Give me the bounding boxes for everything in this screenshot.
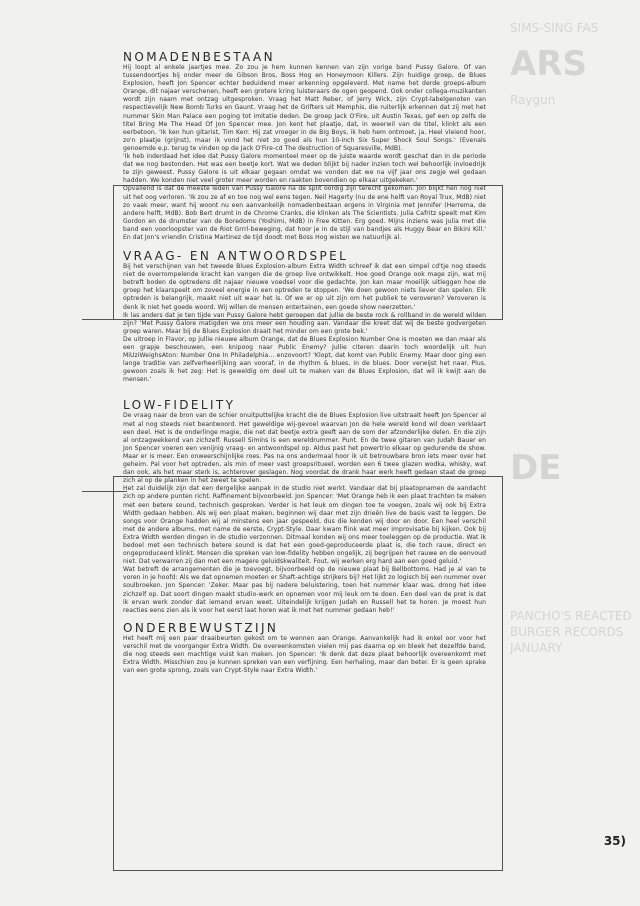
rule-vraag: [82, 319, 127, 320]
bleed-line: Raygun: [510, 93, 556, 107]
background-bleed-text: [510, 20, 640, 850]
section-heading: NOMADENBESTAAN: [123, 50, 275, 64]
paragraph: Het heeft mij een paar draaibeurten gekost om te wennen aan Orange. Aanvankelijk had ik enkel oor voor het verschil met de voorganger Extra Width. De overeenkomsten vielen mij pas daarna op en bleek het dezelfde band, die nog steeds een machtige vuist kan maken. Jon Spencer: 'Ik denk dat deze plaat behoorlijk overeenkomt met Extra Width. Misschien zou je kunnen spreken van een verfijning. Een herhaling, maar dan beter. Er is geen sprake van een grote sprong, zoals van Crypt-Style naar Extra Width.': [123, 634, 486, 675]
section-low-fidelity: [123, 398, 486, 614]
paragraph: Bij het verschijnen van het tweede Blues Explosion-album Extra Width schreef ik dat een simpel cd'tje nog steeds niet de overrompelende kracht kan vangen die de groep live ontwikkelt. Hoe goed Orange ook mage zijn, wat mij betreft boden de optredens dit najaar nieuwe voedsel voor die gedachte. Jon kan maar moeilijk uitleggen hoe de groep het klaarspeelt om zoveel energie in een optreden te stoppen. 'We doen gewoon niets liever dan spelen. Elk optreden is belangrijk, maakt niet uit waar het is. Of we er op uit zijn om het publiek te veroveren? Veroveren is denk ik niet het goede woord. Wij willen de mensen entertainen, een goede show neerzetten.': [123, 263, 486, 311]
bleed-line: ARS: [510, 44, 587, 84]
rule-low-fidelity: [82, 491, 127, 492]
bleed-line: PANCHO'S REACTED: [510, 609, 632, 623]
section-nomadenbestaan: [123, 50, 486, 242]
paragraph: 'Ik heb inderdaad het idee dat Pussy Galore momenteel meer op de juiste waarde wordt geschat dan in de periode dat we nog bestonden. Het was een beetje kort. Wat we deden blijkt bij nader inzien toch wel behoorlijk invloedrijk te zijn geweest. Pussy Galore is uit elkaar gegaan omdat we vonden dat we na vijf jaar ons zegje wel gedaan hadden. We konden niet veel groter meer worden en raakten bovendien op elkaar uitgekeken.': [123, 153, 486, 185]
bleed-line: DE: [510, 448, 562, 488]
bleed-line: SIMS-SING FAS: [510, 21, 599, 35]
page-number: 35): [603, 834, 626, 848]
article-column: [123, 50, 486, 675]
bleed-line: JANUARY: [510, 641, 563, 655]
section-heading: VRAAG- EN ANTWOORDSPEL: [123, 249, 349, 264]
section-heading: ONDERBEWUSTZIJN: [123, 620, 279, 635]
paragraph: Opvallend is dat de meeste leden van Pussy Galore na de split oordig zijn terecht gekomen. Jon blijkt hen nog niet uit het oog verloren. 'Ik zou ze af en toe nog wel eens tegen. Neil Hagerty (nu de ene helft van Royal Trux, MdB) niet zo vaak meer, want hij woont nu een aanvankelijk nomadenbestaan ergens in Virginia met Jennifer (Herrema, de andere helft, MdB). Bob Bert drumt in de Chrome Cranks, die klinken als The Scientists. Julia Cafritz speelt met Kim Gordon en de drumster van de Boredoms (Yoshimi, MdB) in Free Kitten. Erg goed. Mijns inziens was Julia met die band een voorloopster van de Riot Grrrl-beweging, dat hoor je in de stijl van bandjes als Huggy Bear en Bikini Kill.' En dat Jon's vriendin Cristina Martinez de tijd doodt met Boss Hog wisten we natuurlijk al.: [123, 185, 486, 241]
paragraph: De uitroep in Flavor, op jullie nieuwe album Orange, dat de Blues Explosion Number One is moeten we dan maar als een grapje beschouwen, een knipoog naar Public Enemy? Jullie citeren daarin toch woordelijk uit hun MiUziWeighsAton: Number One In Philadelphia... enzovoort? 'Klopt, dat komt van Public Enemy. Maar door ging een lange traditie van zelfverheerlijking aan vooraf, in de rhythm & blues, in de blues. Door verwijst het naar. Plus, gewoon zoals ik het zeg: Het is geweldig om deel uit te maken van de Blues Explosion, dat wil ik kwijt aan de mensen.': [123, 335, 486, 384]
paragraph: Hij loopt al enkele jaartjes mee. Zo zou je hem kunnen kennen van zijn vorige band Pussy Galore. Of van tussendoortjes bij onder meer de Gibson Bros, Boss Hog en Honeymoon Killers. Zijn huidige groep, de Blues Explosion, heeft Jon Spencer echter beduidend meer erkenning opgeleverd. Met name het derde groeps-album Orange, dit najaar verschenen, heeft een grotere kring luisteraars de ogen geopend. Ook onder collega-muzikanten wordt zijn naam met ontzag uitgesproken. Vraag het Matt Reber, of Jerry Wick, zijn Crypt-labelgenoten van respectievelijk New Bomb Turks en Gaunt. Vraag het de Grifters uit Memphis, die ruiterlijk erkennen dat zij met het nummer Skin Man Palace een poging tot imitatie deden. De groep Jack O'Fire, uit Austin Texas, gef een op zelfs de titel Bring Me The Head Of Jon Spencer mee. Jon kent het plaatje, dat, in weerwil van de titel, klinkt als een eerbetoon. 'Ik ken hun gitarist, Tim Kerr. Hij zat vroeger in de Big Boys, ik heb hem ontmoet, ja. Heel vleiend hoor, zo'n plaatje (grijnst), maar ik vond het niet zo goed als hun 10-inch Six Super Shock Soul Songs.' (Evenals genoemde e.p. terug te vinden op de Jack O'Fire-cd The destruction of Squaresville, MdB).: [123, 64, 486, 152]
bleed-line: BURGER RECORDS: [510, 625, 624, 639]
paragraph: Het zal duidelijk zijn dat een dergelijke aanpak in de studio niet werkt. Vandaar dat bij plaatopnamen de aandacht zich op andere punten richt. Raffinement bijvoorbeeld. Jon Spencer: 'Met Orange heb ik een plaat trachten te maken met een betere sound, technisch gesproken. Verder is het leuk om dingen toe te voegen, zoals wij ook bij Extra Width gedaan hebben. Als wij een plaat maken, beginnen wij daar met zijn drieën live de basis vast te leggen. De songs voor Orange hadden wij al minstens een jaar gespeeld, dus die kenden wij door en door. Een heel verschil met de andere albums, met name de eerste, Crypt-Style. Daar kwam flink wat meer improvisatie bij kijken. Ook bij Extra Width werden dingen in de studio verzonnen. Ditmaal konden wij ons meer toeleggen op de productie. Wat ik bedoel met een technisch betere sound is dat het een goed-geproduceerde plaat is, die toch rauw, direct en ongeproduceerd klinkt. Mensen die spreken van low-fidelity hebben ongelijk, zij begrijpen het rauwe en de eenvoud niet. Dat verwarren zij dan met een magere geluidskwaliteit. Fout, wij werken erg hard aan een goed geluid.': [123, 485, 486, 566]
section-onderbewustzijn: [123, 621, 486, 675]
section-heading: LOW-FIDELITY: [123, 398, 236, 413]
paragraph: De vraag naar de bron van de schier onuitputtelijke kracht die de Blues Explosion live uitstraalt heeft Jon Spencer al met al nog steeds niet beantwoord. Het geweldige wij-gevoel waarvan Jon de hele wereld kond wil doen verklaart een deel. Het is de onderlinge magie, die net dat beetje extra geeft aan de som der afzonderlijke delen. En die zijn al ontzagwekkend van zichzelf. Russell Simins is een wereldrummer. Punt. En de twee gitaren van Judah Bauer en Jon Spencer voeren een venijnig vraag- en antwoordspel op. Aldus past het powertrio elkaar op gedurende de show. Maar er is meer. Een onweerschijnlijke roes. Pas na ons andermaal hoor ik uit betrouwbare bron iets meer over het geheim. Pal voor het optreden, als min of meer vast groepsritueel, worden een 6 twee glazen wodka, whisky, wat dan ook, als het maar sterk is, achterover geslagen. Nog voordat de drank haar werk heeft gedaan staat de groep zich al op de planken in het zweet te spelen.: [123, 412, 486, 485]
section-vraag-en-antwoordspel: [123, 249, 486, 384]
paragraph: Wat betreft de arrangementen die je toevoegt, bijvoorbeeld op de nieuwe plaat bij Bellbottoms. Had je al van te voren in je hoofd: Als we dat opnemen moeten er Shaft-achtige strijkers bij? Het lijkt zo logisch bij een nummer over soulbroeken. Jon Spencer: 'Zeker. Maar pas bij nadere beluistering, toen het nummer klaar was, drong het idee zichzelf op. Dat soort dingen maakt studio-werk en opnemen voor mij leuk om te doen. Een deel van de pret is dat ik ervan werk zonder dat iemand ervan weet. Uiteindelijk krijgen Judah en Russell het te horen. Je moest hun reacties eens zien als ik voor het eerst laat horen wat ik met het nummer gedaan heb!': [123, 566, 486, 614]
paragraph: Ik las anders dat je ten tijde van Pussy Galore hebt geroepen dat jullie de beste rock & rollband in de wereld wilden zijn? 'Met Pussy Galore matigden we ons meer een houding aan. Vandaar die kreet dat wij de beste godvergeten groep waren. Maar bij de Blues Explosion draait het minder om een grote bek.': [123, 311, 486, 335]
